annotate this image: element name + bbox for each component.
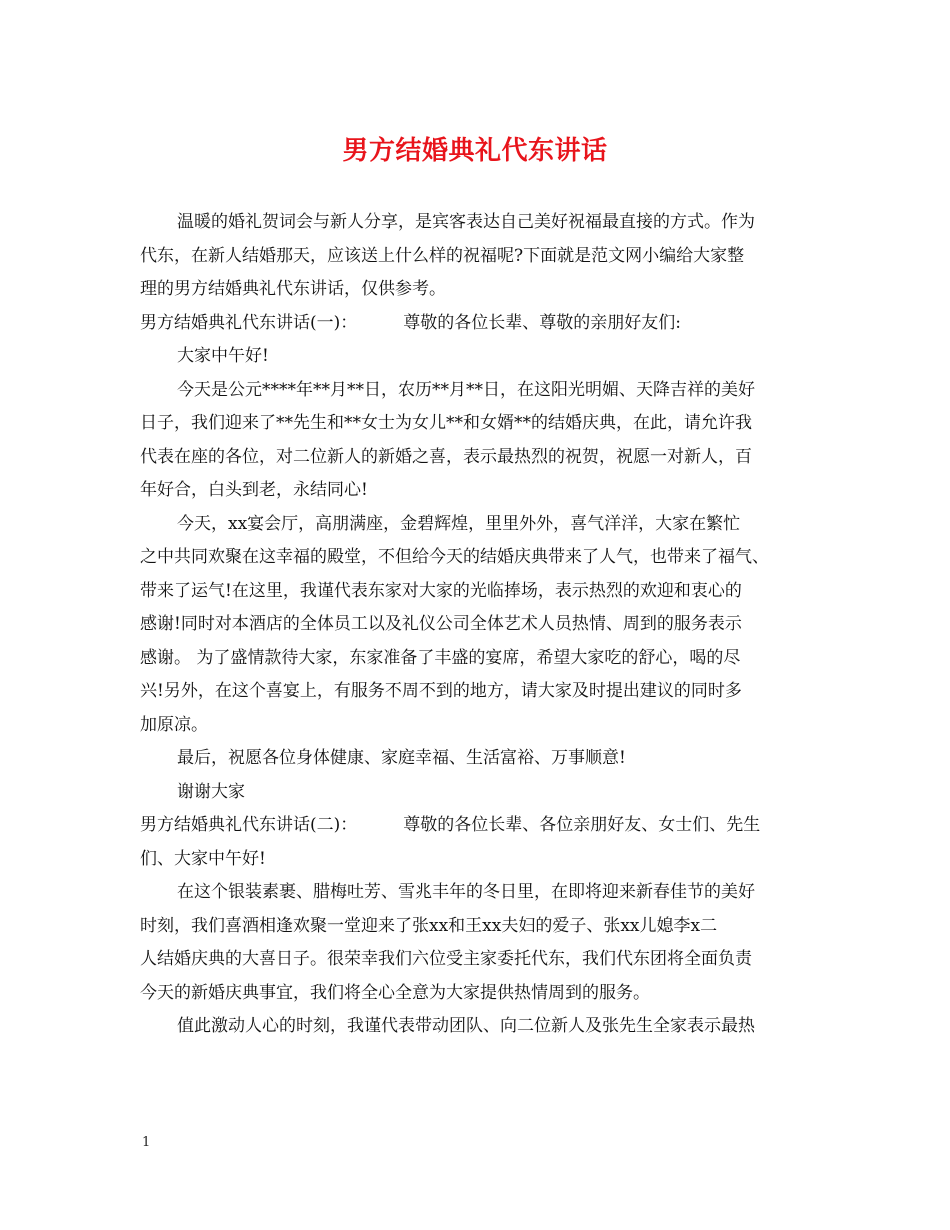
paragraph-line: 代表在座的各位，对二位新人的新婚之喜，表示最热烈的祝贺，祝愿一对新人，百 bbox=[140, 446, 752, 467]
paragraph-line: 今天，xx宴会厅，高朋满座，金碧辉煌，里里外外，喜气洋洋，大家在繁忙 bbox=[177, 513, 741, 534]
page-number: 1 bbox=[142, 1135, 151, 1150]
document-title: 男方结婚典礼代东讲话 bbox=[342, 136, 608, 166]
paragraph-line: 人结婚庆典的大喜日子。很荣幸我们六位受主家委托代东，我们代东团将全面负责 bbox=[140, 949, 752, 969]
paragraph-line: 之中共同欢聚在这幸福的殿堂，不但给今天的结婚庆典带来了人气，也带来了福气、 bbox=[140, 547, 769, 567]
paragraph-line: 温暖的婚礼贺词会与新人分享，是宾客表达自己美好祝福最直接的方式。作为 bbox=[177, 212, 755, 232]
paragraph-line: 在这个银装素裹、腊梅吐芳、雪兆丰年的冬日里，在即将迎来新春佳节的美好 bbox=[177, 882, 755, 902]
paragraph-line: 时刻，我们喜酒相逢欢聚一堂迎来了张xx和王xx夫妇的爱子、张xx儿媳李x二 bbox=[140, 915, 718, 936]
paragraph-line: 大家中午好! bbox=[177, 346, 269, 366]
document-body bbox=[140, 206, 815, 1044]
paragraph-line: 今天的新婚庆典事宜，我们将全心全意为大家提供热情周到的服务。 bbox=[140, 982, 650, 1003]
section-heading-2: 男方结婚典礼代东讲话(二)： bbox=[140, 815, 358, 835]
section-heading-line bbox=[140, 809, 815, 843]
paragraph-line: 最后，祝愿各位身体健康、家庭幸福、生活富裕、万事顺意! bbox=[177, 748, 626, 768]
paragraph-line: 带来了运气!在这里，我谨代表东家对大家的光临捧场，表示热烈的欢迎和衷心的 bbox=[140, 580, 742, 601]
salutation: 尊敬的各位长辈、各位亲朋好友、女士们、先生 bbox=[403, 815, 761, 835]
paragraph-line: 年好合，白头到老，永结同心! bbox=[140, 480, 368, 500]
paragraph-line: 感谢。 为了盛情款待大家，东家准备了丰盛的宴席，希望大家吃的舒心，喝的尽 bbox=[140, 647, 741, 668]
paragraph-line: 加原凉。 bbox=[140, 714, 208, 735]
paragraph-line: 兴!另外，在这个喜宴上，有服务不周不到的地方，请大家及时提出建议的同时多 bbox=[140, 681, 742, 701]
section-heading-line bbox=[140, 307, 815, 341]
salutation: 尊敬的各位长辈、尊敬的亲朋好友们: bbox=[403, 312, 681, 333]
paragraph-line: 今天是公元****年**月**日，农历**月**日，在这阳光明媚、天降吉祥的美好 bbox=[177, 379, 755, 400]
paragraph-line: 日子，我们迎来了**先生和**女士为女儿**和女婿**的结婚庆典，在此，请允许我 bbox=[140, 413, 752, 433]
paragraph-line: 们、大家中午好! bbox=[140, 848, 266, 869]
paragraph-line: 理的男方结婚典礼代东讲话，仅供参考。 bbox=[140, 279, 446, 299]
paragraph-line: 感谢!同时对本酒店的全体员工以及礼仪公司全体艺术人员热情、周到的服务表示 bbox=[140, 614, 742, 634]
paragraph-line: 代东，在新人结婚那天，应该送上什么样的祝福呢?下面就是范文网小编给大家整 bbox=[140, 245, 745, 266]
paragraph-line: 谢谢大家 bbox=[177, 781, 245, 802]
section-heading-1: 男方结婚典礼代东讲话(一)： bbox=[140, 312, 358, 333]
paragraph-line: 值此激动人心的时刻，我谨代表带动团队、向二位新人及张先生全家表示最热 bbox=[177, 1016, 755, 1036]
